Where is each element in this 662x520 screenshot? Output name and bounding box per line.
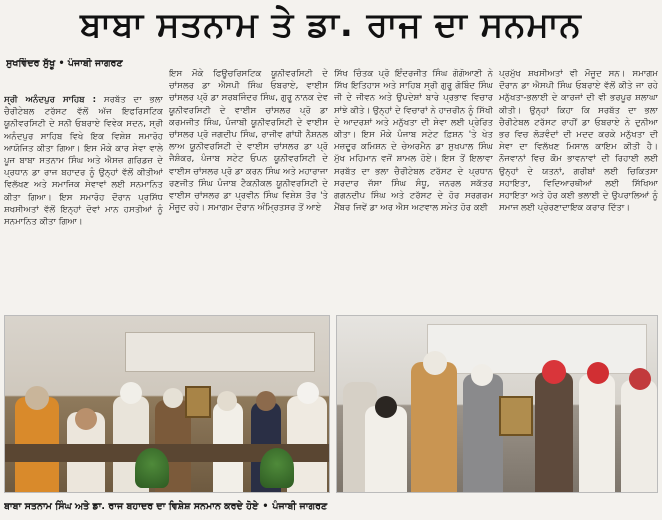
person-head <box>587 362 609 384</box>
person <box>411 362 457 492</box>
person <box>621 380 657 492</box>
stage-banner <box>427 324 647 374</box>
article-column-4 <box>499 68 658 314</box>
person-head <box>375 396 397 418</box>
column-text: ਇਸ ਮੌਕੇ ਫਿਊਚਰਿਸਟਿਕ ਯੂਨੀਵਰਸਿਟੀ ਦੇ ਚਾਂਸਲਰ ਡਾ ਐਸਪੀ ਸਿੰਘ ਓਬਰਾਏ, ਵਾਈਸ ਚਾਂਸਲਰ ਪ੍ਰੋ ਡਾ ਸਰਬਜਿੰਦਰ ਸਿੰਘ, ਗੁਰੂ ਨਾਨਕ ਦੇਵ ਯੂਨੀਵਰਸਿਟੀ ਦੇ ਵਾਈਸ ਚਾਂਸਲਰ ਪ੍ਰੋ ਡਾ ਕਰਮਜੀਤ ਸਿੰਘ, ਪੰਜਾਬੀ ਯੂਨੀਵਰਸਿਟੀ ਦੇ ਵਾਈਸ ਚਾਂਸਲਰ ਪ੍ਰੋ ਜਗਦੀਪ ਸਿੰਘ, ਰਾਜੀਵ ਗਾਂਧੀ ਨੈਸ਼ਨਲ ਲਾਅ ਯੂਨੀਵਰਸਿਟੀ ਦੇ ਵਾਈਸ ਚਾਂਸਲਰ ਡਾ ਪ੍ਰੋ ਜੈਸ਼ੰਕਰ, ਪੰਜਾਬ ਸਟੇਟ ਓਪਨ ਯੂਨੀਵਰਸਿਟੀ ਦੇ ਵਾਈਸ ਚਾਂਸਲਰ ਪ੍ਰੋ ਡਾ ਕਰਨ ਸਿੰਘ ਅਤੇ ਮਹਾਰਾਜਾ ਰਣਜੀਤ ਸਿੰਘ ਪੰਜਾਬ ਟੈਕਨੀਕਲ ਯੂਨੀਵਰਸਿਟੀ ਦੇ ਵਾਈਸ ਚਾਂਸਲਰ ਡਾ ਪ੍ਰਵੀਨ ਸਿੰਘ ਵਿਸ਼ੇਸ਼ ਤੌਰ 'ਤੇ ਮੌਜੂਦ ਰਹੇ। ਸਮਾਗਮ ਦੌਰਾਨ ਅੰਮ੍ਰਿਤਸਰ ਤੋਂ ਆਏ <box>169 69 328 214</box>
person-head <box>120 382 142 404</box>
person-head <box>471 364 493 386</box>
dateline: ਸ੍ਰੀ ਅਨੰਦਪੁਰ ਸਾਹਿਬ : <box>4 95 97 105</box>
person <box>463 374 503 492</box>
column-text: ਸਿੱਖ ਚਿੰਤਕ ਪ੍ਰੋ ਇੰਦਰਜੀਤ ਸਿੰਘ ਗੋਗੋਆਣੀ ਨੇ ਸਿੱਖ ਇਤਿਹਾਸ ਅਤੇ ਸਾਹਿਬ ਸ੍ਰੀ ਗੁਰੂ ਗੋਬਿੰਦ ਸਿੰਘ ਜੀ ਦੇ ਜੀਵਨ ਅਤੇ ਉਪਦੇਸ਼ਾਂ ਬਾਰੇ ਪ੍ਰਭਾਵ ਵਿਚਾਰ ਸਾਂਝੇ ਕੀਤੇ। ਉਨ੍ਹਾਂ ਦੇ ਵਿਚਾਰਾਂ ਨੇ ਹਾਜ਼ਰੀਨ ਨੂੰ ਸਿੱਖੀ ਦੇ ਆਦਰਸ਼ਾਂ ਅਤੇ ਮਨੁੱਖਤਾ ਦੀ ਸੇਵਾ ਲਈ ਪ੍ਰੇਰਿਤ ਕੀਤਾ। ਇਸ ਮੌਕੇ ਪੰਜਾਬ ਸਟੇਟ ਫ਼ਿਸ਼ਨ 'ਤੇ ਖੇਤ ਮਜ਼ਦੂਰ ਕਮਿਸ਼ਨ ਦੇ ਚੇਅਰਮੈਨ ਡਾ ਸੁਖਪਾਲ ਸਿੰਘ ਮੁੱਖ ਮਹਿਮਾਨ ਵਜੋਂ ਸ਼ਾਮਲ ਹੋਏ। ਇਸ ਤੋਂ ਇਲਾਵਾ ਸਰਬੱਤ ਦਾ ਭਲਾ ਚੈਰੀਟੇਬਲ ਟਰੱਸਟ ਦੇ ਪ੍ਰਧਾਨ ਸਰਦਾਰ ਜੱਸਾ ਸਿੰਘ ਸੰਧੂ, ਜਨਰਲ ਸਕੱਤਰ ਗਗਨਦੀਪ ਸਿੰਘ ਅਤੇ ਟਰੱਸਟ ਦੇ ਹੋਰ ਸਰਗਰਮ ਮੈਂਬਰ ਜਿਵੇਂ ਡਾ ਅਰ ਐਸ ਅਟਵਾਲ ਸਮੇਤ ਹੋਰ ਕਈ <box>334 69 493 214</box>
person-head <box>217 391 237 411</box>
photo-caption <box>4 496 658 516</box>
person <box>579 374 615 492</box>
person-head <box>423 351 447 375</box>
article-body <box>4 69 658 314</box>
person-head <box>163 388 183 408</box>
article-column-3 <box>334 68 493 314</box>
caption-text: ਬਾਬਾ ਸਤਨਾਮ ਸਿੰਘ ਅਤੇ ਡਾ. ਰਾਜ ਬਹਾਦਰ ਦਾ ਵਿਸ਼ੇਸ਼ ਸਨਮਾਨ ਕਰਦੇ ਹੋਏ <box>4 500 259 512</box>
person-head <box>75 408 97 430</box>
person <box>535 372 573 492</box>
event-photo-right <box>336 315 658 493</box>
plant <box>260 448 294 488</box>
article-column-1 <box>4 94 163 314</box>
caption-source: ਪੰਜਾਬੀ ਜਾਗਰਣ <box>272 500 328 512</box>
stage-banner <box>125 332 315 372</box>
award-plaque <box>185 386 211 418</box>
column-text: ਸਰਬੱਤ ਦਾ ਭਲਾ ਚੈਰੀਟੇਬਲ ਟਰੱਸਟ ਵੱਲੋਂ ਅੱਜ ਇਫਰਿਸਟਿਕ ਯੂਨੀਵਰਸਿਟੀ ਦੇ ਸਨੀ ਓਬਰਾਏ ਵਿਵੇਕ ਸਦਨ, ਸ੍ਰੀ ਅਨੰਦਪੁਰ ਸਾਹਿਬ ਵਿਖੇ ਇਕ ਵਿਸ਼ੇਸ਼ ਸਮਾਰੋਹ ਆਯੋਜਿਤ ਕੀਤਾ ਗਿਆ। ਇਸ ਮੌਕੇ ਕਾਰ ਸੇਵਾ ਵਾਲੇ ਪੂਜ ਬਾਬਾ ਸਤਨਾਮ ਸਿੰਘ ਅਤੇ ਐਸਜ਼ ਗਰਿਡਜ਼ ਦੇ ਪ੍ਰਧਾਨ ਡਾ ਰਾਜ ਬਹਾਦਰ ਨੂੰ ਉਨ੍ਹਾਂ ਵੱਲੋਂ ਕੀਤੀਆਂ ਵਿਲੱਖਣ ਅਤੇ ਸਮਾਜਿਕ ਸੇਵਾਵਾਂ ਲਈ ਸਨਮਾਨਿਤ ਕੀਤਾ ਗਿਆ। ਇਸ ਸਮਾਰੋਹ ਦੌਰਾਨ ਪ੍ਰਸਿੱਧ ਸ਼ਖਸੀਅਤਾਂ ਵੱਲੋਂ ਇਨ੍ਹਾਂ ਦੋਵਾਂ ਮਾਨ ਹਸਤੀਆਂ ਨੂੰ ਸਨਮਾਨਿਤ ਕੀਤਾ ਗਿਆ। <box>4 95 163 228</box>
event-photo-left <box>4 315 330 493</box>
person-head <box>256 391 276 411</box>
person-head <box>629 368 651 390</box>
article-column-2 <box>169 68 328 314</box>
headline: ਬਾਬਾ ਸਤਨਾਮ ਤੇ ਡਾ. ਰਾਜ ਦਾ ਸਨਮਾਨ <box>80 5 582 45</box>
plant <box>135 448 169 488</box>
byline: ਸੁਖਵਿੰਦਰ ਸੁੱਖੂ • ਪੰਜਾਬੀ ਜਾਗਰਣ <box>6 58 123 69</box>
column-text: ਪ੍ਰਮੁੱਖ ਸ਼ਖਸੀਅਤਾਂ ਵੀ ਮੌਜੂਦ ਸਨ। ਸਮਾਗਮ ਦੌਰਾਨ ਡਾ ਐਸਪੀ ਸਿੰਘ ਓਬਰਾਏ ਵੱਲੋਂ ਕੀਤੇ ਜਾ ਰਹੇ ਮਨੁੱਖਤਾ-ਭਲਾਈ ਦੇ ਕਾਰਜਾਂ ਦੀ ਵੀ ਭਰਪੂਰ ਸ਼ਲਾਘਾ ਕੀਤੀ। ਉਨ੍ਹਾਂ ਕਿਹਾ ਕਿ ਸਰਬੱਤ ਦਾ ਭਲਾ ਚੈਰੀਟੇਬਲ ਟਰੱਸਟ ਰਾਹੀਂ ਡਾ ਓਬਰਾਏ ਨੇ ਦੁਨੀਆ ਭਰ ਵਿਚ ਲੋੜਵੰਦਾਂ ਦੀ ਮਦਦ ਕਰਕੇ ਮਨੁੱਖਤਾ ਦੀ ਸੇਵਾ ਦਾ ਵਿਲੱਖਣ ਮਿਸਾਲ ਕਾਇਮ ਕੀਤੀ ਹੈ। ਨੌਜਵਾਨਾਂ ਵਿਚ ਕੌਮ ਭਾਵਨਾਵਾਂ ਦੀ ਰਿਹਾਈ ਲਈ ਉਨ੍ਹਾਂ ਦੇ ਯਤਨਾਂ, ਗਰੀਬਾਂ ਲਈ ਚਿਕਿਤਸਾ ਸਹਾਇਤਾ, ਵਿਦਿਆਰਥੀਆਂ ਲਈ ਸਿੱਖਿਆ ਸਹਾਇਤਾ ਅਤੇ ਹੋਰ ਕਈ ਭਲਾਈ ਦੇ ਉਪਰਾਲਿਆਂ ਨੂੰ ਸਮਾਜ ਲਈ ਪ੍ਰੇਰਣਾਦਾਇਕ ਕਰਾਰ ਦਿੱਤਾ। <box>499 69 658 214</box>
person <box>365 406 407 492</box>
caption-separator: • <box>262 500 269 512</box>
person-head <box>297 382 319 404</box>
person-head <box>542 360 566 384</box>
person-head <box>25 386 49 410</box>
award-plaque <box>499 396 533 436</box>
